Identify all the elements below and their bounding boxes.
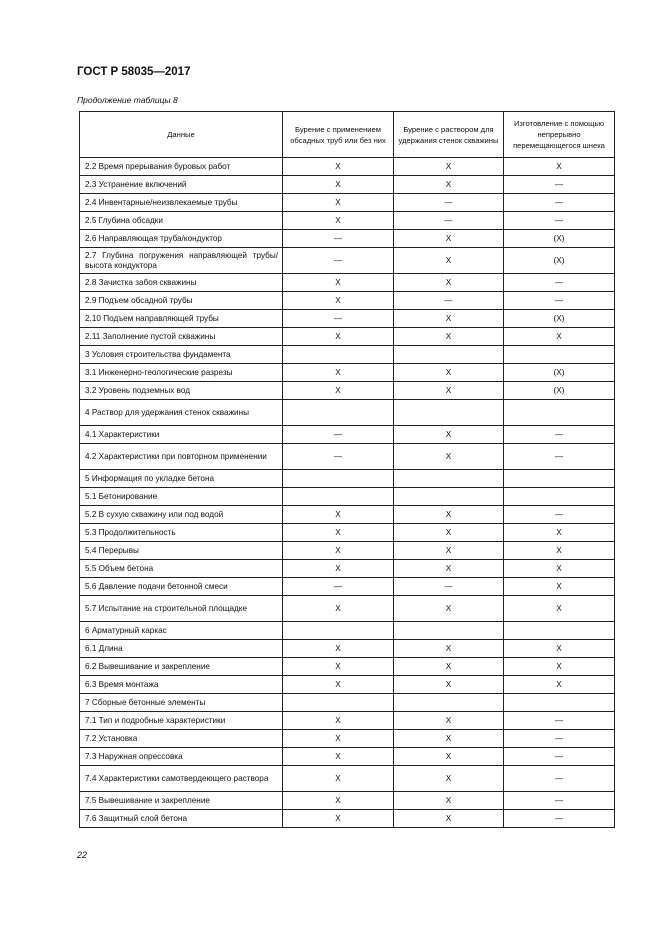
row-value: X [394, 640, 504, 658]
row-value [504, 488, 615, 506]
row-value: X [394, 274, 504, 292]
row-value [283, 470, 394, 488]
row-value: — [504, 712, 615, 730]
row-label: 5.3 Продолжительность [80, 524, 283, 542]
table-row [80, 810, 615, 828]
row-value: X [283, 640, 394, 658]
table-row [80, 730, 615, 748]
row-label: 3 Условия строительства фундамента [80, 346, 283, 364]
row-value: X [283, 364, 394, 382]
row-value [504, 400, 615, 426]
table-row [80, 578, 615, 596]
row-value: X [394, 506, 504, 524]
row-value [283, 488, 394, 506]
table-body [80, 158, 615, 828]
row-value [394, 622, 504, 640]
row-value: — [504, 766, 615, 792]
row-value [394, 346, 504, 364]
table-row [80, 712, 615, 730]
row-value: X [283, 676, 394, 694]
table-row [80, 158, 615, 176]
row-value: X [283, 766, 394, 792]
row-label: 2.8 Зачистка забоя скважины [80, 274, 283, 292]
row-value: X [283, 658, 394, 676]
table-row [80, 274, 615, 292]
table-row [80, 524, 615, 542]
row-value [283, 694, 394, 712]
row-value: — [283, 444, 394, 470]
row-value: X [504, 158, 615, 176]
row-label: 6.3 Время монтажа [80, 676, 283, 694]
table-row [80, 792, 615, 810]
row-value: — [504, 194, 615, 212]
row-label: 6.2 Вывешивание и закрепление [80, 658, 283, 676]
row-value: — [504, 212, 615, 230]
table-row [80, 506, 615, 524]
row-value: (X) [504, 230, 615, 248]
table-row [80, 488, 615, 506]
table-row [80, 364, 615, 382]
table-row [80, 748, 615, 766]
row-value: X [394, 426, 504, 444]
page-number: 22 [77, 850, 88, 860]
row-value: X [394, 748, 504, 766]
row-label: 7.5 Вывешивание и закрепление [80, 792, 283, 810]
row-value [394, 470, 504, 488]
table-row [80, 230, 615, 248]
table-row [80, 560, 615, 578]
row-label: 7.2 Установка [80, 730, 283, 748]
row-value: — [504, 426, 615, 444]
row-value: X [394, 560, 504, 578]
row-label: 2.7 Глубина погружения направляющей трубы/высота кондуктора [80, 248, 283, 274]
row-label: 3.1 Инженерно-геологические разрезы [80, 364, 283, 382]
row-label: 7.1 Тип и подробные характеристики [80, 712, 283, 730]
table-row [80, 676, 615, 694]
row-value [504, 694, 615, 712]
row-value: X [394, 310, 504, 328]
row-value: — [283, 248, 394, 274]
standard-header: ГОСТ Р 58035—2017 [77, 66, 191, 78]
row-value: X [283, 212, 394, 230]
row-value: X [283, 810, 394, 828]
table-row [80, 346, 615, 364]
table-row [80, 470, 615, 488]
row-value: — [504, 274, 615, 292]
row-label: 2.10 Подъем направляющей трубы [80, 310, 283, 328]
table-row [80, 426, 615, 444]
row-value: — [504, 444, 615, 470]
row-value: — [394, 194, 504, 212]
table-row [80, 382, 615, 400]
row-label: 4.1 Характеристики [80, 426, 283, 444]
row-value: X [504, 596, 615, 622]
column-header: Бурение с раствором для удержания стенок скважины [394, 112, 504, 158]
table-row [80, 212, 615, 230]
row-value: X [283, 542, 394, 560]
row-value: — [394, 212, 504, 230]
row-value: X [394, 596, 504, 622]
table-row [80, 194, 615, 212]
row-value: X [394, 792, 504, 810]
row-value: X [283, 560, 394, 578]
row-value: (X) [504, 248, 615, 274]
row-value [394, 488, 504, 506]
row-value: X [504, 676, 615, 694]
row-value: X [504, 328, 615, 346]
row-value: — [394, 578, 504, 596]
row-value: X [283, 596, 394, 622]
row-value: X [504, 578, 615, 596]
row-label: 2.2 Время прерывания буровых работ [80, 158, 283, 176]
row-value: — [504, 176, 615, 194]
row-label: 5.7 Испытание на строительной площадке [80, 596, 283, 622]
row-value: X [394, 328, 504, 346]
row-value: X [283, 328, 394, 346]
table-row [80, 176, 615, 194]
row-value: X [283, 748, 394, 766]
row-value: — [394, 292, 504, 310]
row-label: 7.4 Характеристики самотвердеющего раствора [80, 766, 283, 792]
data-table [79, 111, 615, 828]
row-value [394, 400, 504, 426]
row-value: X [394, 444, 504, 470]
row-value: X [504, 640, 615, 658]
row-value [283, 400, 394, 426]
row-value: — [504, 730, 615, 748]
row-value: X [394, 542, 504, 560]
row-value: X [394, 730, 504, 748]
row-value: X [394, 524, 504, 542]
row-value: X [283, 792, 394, 810]
row-value [504, 346, 615, 364]
row-value: X [504, 560, 615, 578]
row-label: 7.6 Защитный слой бетона [80, 810, 283, 828]
row-value: X [283, 274, 394, 292]
row-value: X [283, 506, 394, 524]
row-label: 4.2 Характеристики при повторном применении [80, 444, 283, 470]
table-row [80, 640, 615, 658]
row-value: — [283, 578, 394, 596]
row-value [394, 694, 504, 712]
table-row [80, 766, 615, 792]
row-value: — [283, 426, 394, 444]
row-value: X [394, 658, 504, 676]
row-value: X [504, 524, 615, 542]
row-label: 7 Сборные бетонные элементы [80, 694, 283, 712]
row-value [283, 622, 394, 640]
row-value: (X) [504, 364, 615, 382]
row-value: X [504, 658, 615, 676]
row-value: X [283, 712, 394, 730]
table-row [80, 542, 615, 560]
row-value: (X) [504, 382, 615, 400]
row-label: 2.6 Направляющая труба/кондуктор [80, 230, 283, 248]
row-label: 5.4 Перерывы [80, 542, 283, 560]
table-row [80, 292, 615, 310]
column-header: Данные [80, 112, 283, 158]
row-value: — [504, 792, 615, 810]
row-value: X [394, 766, 504, 792]
row-value: X [394, 230, 504, 248]
row-value: X [283, 292, 394, 310]
row-label: 6 Арматурный каркас [80, 622, 283, 640]
table-row [80, 400, 615, 426]
row-value: X [283, 194, 394, 212]
row-label: 5 Информация по укладке бетона [80, 470, 283, 488]
row-value: — [283, 230, 394, 248]
row-label: 6.1 Длина [80, 640, 283, 658]
row-label: 2.4 Инвентарные/неизвлекаемые трубы [80, 194, 283, 212]
table-row [80, 444, 615, 470]
row-value: X [394, 176, 504, 194]
row-value: X [283, 382, 394, 400]
row-value: X [394, 382, 504, 400]
column-header: Бурение с применением обсадных труб или без них [283, 112, 394, 158]
column-header: Изготовление с помощью непрерывно перемещающегося шнека [504, 112, 615, 158]
row-value: — [504, 292, 615, 310]
row-value [504, 622, 615, 640]
row-label: 5.6 Давление подачи бетонной смеси [80, 578, 283, 596]
row-label: 2.11 Заполнение пустой скважины [80, 328, 283, 346]
row-value: — [504, 748, 615, 766]
row-value: — [283, 310, 394, 328]
row-value [283, 346, 394, 364]
row-value: X [283, 158, 394, 176]
table-row [80, 694, 615, 712]
row-value: X [394, 676, 504, 694]
row-value: X [283, 176, 394, 194]
table-caption: Продолжение таблицы 8 [77, 95, 178, 105]
table-row [80, 310, 615, 328]
row-label: 5.5 Объем бетона [80, 560, 283, 578]
row-label: 7.3 Наружная опрессовка [80, 748, 283, 766]
table-row [80, 328, 615, 346]
row-value: X [394, 248, 504, 274]
row-value: X [394, 712, 504, 730]
table-header-row [80, 112, 615, 158]
row-value: X [394, 810, 504, 828]
row-value: (X) [504, 310, 615, 328]
row-value: — [504, 810, 615, 828]
row-label: 5.1 Бетонирование [80, 488, 283, 506]
row-value [504, 470, 615, 488]
row-value: X [504, 542, 615, 560]
row-label: 3.2 Уровень подземных вод [80, 382, 283, 400]
table-row [80, 622, 615, 640]
row-value: X [283, 524, 394, 542]
row-value: X [394, 158, 504, 176]
table-row [80, 658, 615, 676]
row-label: 2.9 Подъем обсадной трубы [80, 292, 283, 310]
row-value: X [283, 730, 394, 748]
row-label: 2.5 Глубина обсадки [80, 212, 283, 230]
row-value: — [504, 506, 615, 524]
row-label: 4 Раствор для удержания стенок скважины [80, 400, 283, 426]
table-row [80, 248, 615, 274]
row-label: 5.2 В сухую скважину или под водой [80, 506, 283, 524]
table-row [80, 596, 615, 622]
row-label: 2.3 Устранение включений [80, 176, 283, 194]
row-value: X [394, 364, 504, 382]
